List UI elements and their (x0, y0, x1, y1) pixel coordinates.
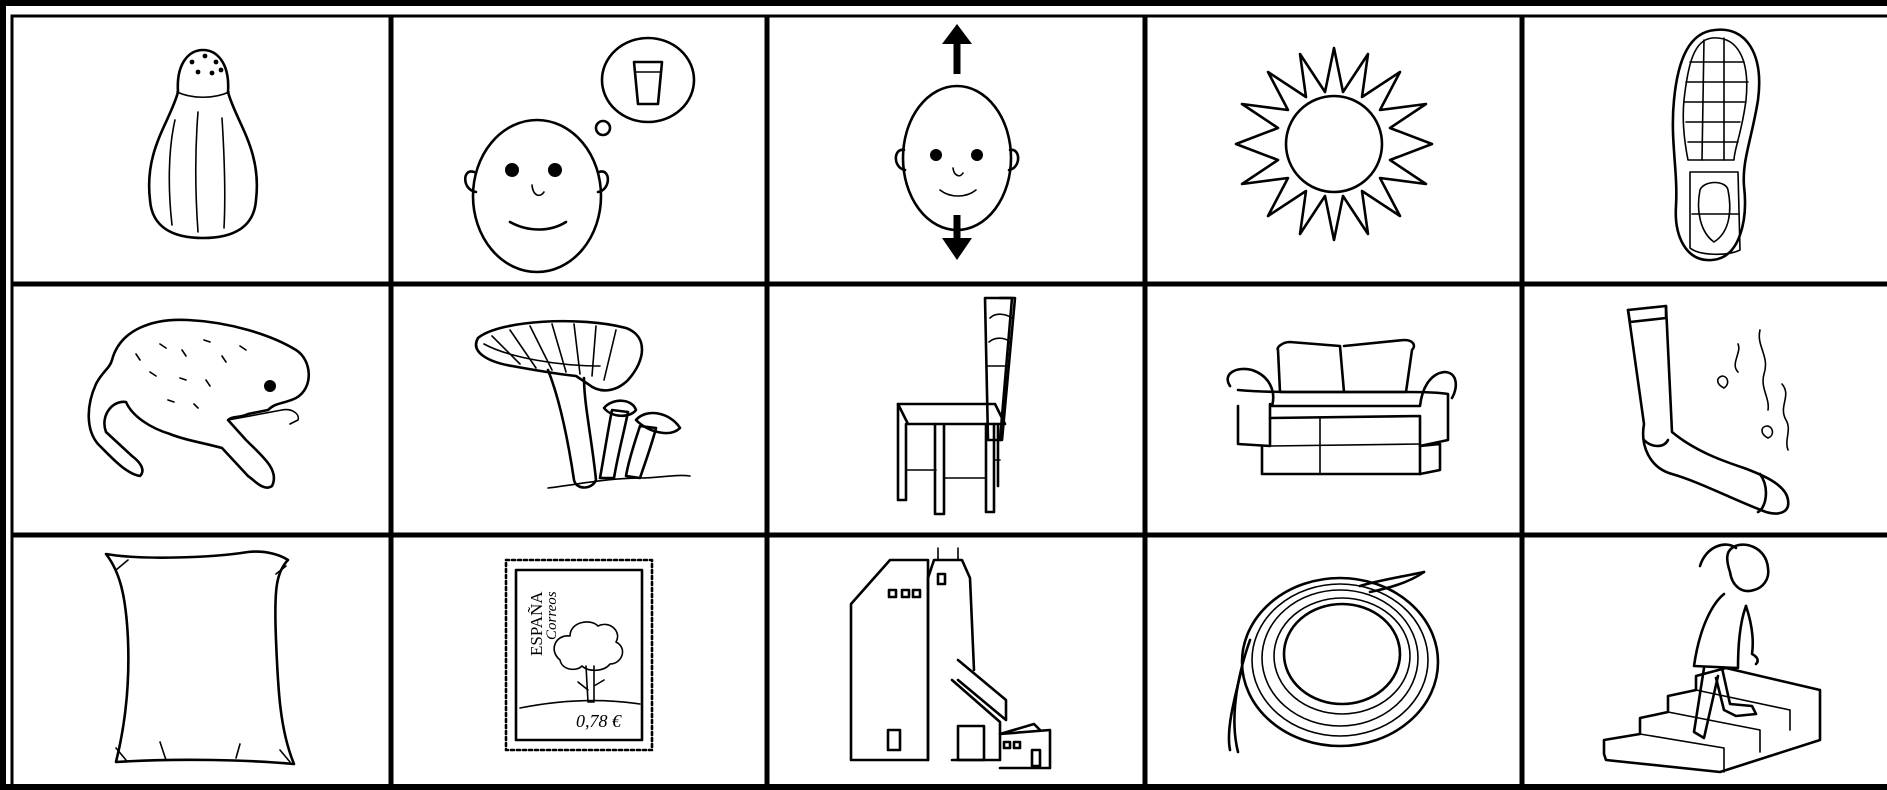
stamp-service: Correos (544, 591, 560, 640)
stamp-country: ESPAÑA (527, 591, 546, 656)
stamp-value: 0,78 € (576, 711, 621, 731)
